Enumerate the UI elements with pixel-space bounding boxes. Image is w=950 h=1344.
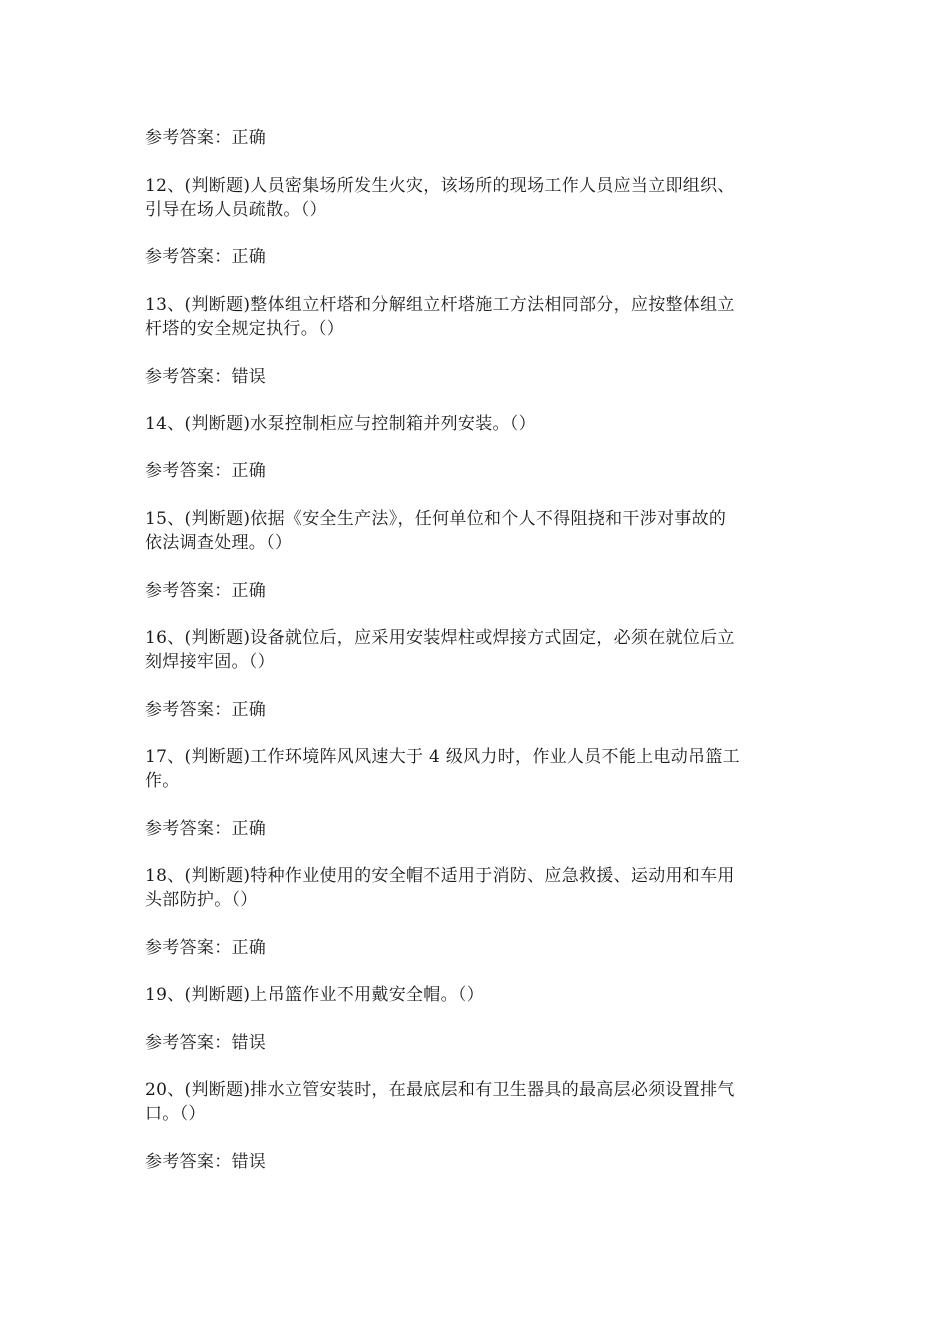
question-18-line-1: 18、(判断题)特种作业使用的安全帽不适用于消防、应急救援、运动用和车用 xyxy=(145,866,735,886)
document-page xyxy=(145,0,805,1344)
question-20-line-1: 20、(判断题)排水立管安装时，在最底层和有卫生器具的最高层必须设置排气 xyxy=(145,1080,735,1100)
answer-line: 参考答案：错误 xyxy=(145,1033,267,1053)
question-18-line-2: 头部防护。（） xyxy=(145,890,258,910)
question-16-line-1: 16、(判断题)设备就位后，应采用安装焊柱或焊接方式固定，必须在就位后立 xyxy=(145,628,735,648)
answer-line: 参考答案：正确 xyxy=(145,581,267,601)
answer-line: 参考答案：正确 xyxy=(145,819,267,839)
question-16-line-2: 刻焊接牢固。（） xyxy=(145,652,275,672)
question-12-line-1: 12、(判断题)人员密集场所发生火灾，该场所的现场工作人员应当立即组织、 xyxy=(145,176,735,196)
answer-line: 参考答案：正确 xyxy=(145,700,267,720)
question-15-line-2: 依法调查处理。（） xyxy=(145,533,293,553)
question-19-line-1: 19、(判断题)上吊篮作业不用戴安全帽。（） xyxy=(145,985,484,1005)
question-15-line-1: 15、(判断题)依据《安全生产法》，任何单位和个人不得阻挠和干涉对事故的 xyxy=(145,509,727,529)
question-14-line-1: 14、(判断题)水泵控制柜应与控制箱并列安装。（） xyxy=(145,414,536,434)
answer-line: 参考答案：错误 xyxy=(145,367,267,387)
question-17-line-1: 17、(判断题)工作环境阵风风速大于 4 级风力时，作业人员不能上电动吊篮工 xyxy=(145,747,740,767)
answer-line: 参考答案：正确 xyxy=(145,247,267,267)
answer-line: 参考答案：正确 xyxy=(145,938,267,958)
question-20-line-2: 口。（） xyxy=(145,1104,206,1124)
answer-line: 参考答案：正确 xyxy=(145,461,267,481)
answer-line: 参考答案：错误 xyxy=(145,1152,267,1172)
question-13-line-1: 13、(判断题)整体组立杆塔和分解组立杆塔施工方法相同部分，应按整体组立 xyxy=(145,295,735,315)
question-17-line-2: 作。 xyxy=(145,771,180,791)
question-12-line-2: 引导在场人员疏散。（） xyxy=(145,200,327,220)
question-13-line-2: 杆塔的安全规定执行。（） xyxy=(145,319,345,339)
answer-line: 参考答案：正确 xyxy=(145,128,267,148)
